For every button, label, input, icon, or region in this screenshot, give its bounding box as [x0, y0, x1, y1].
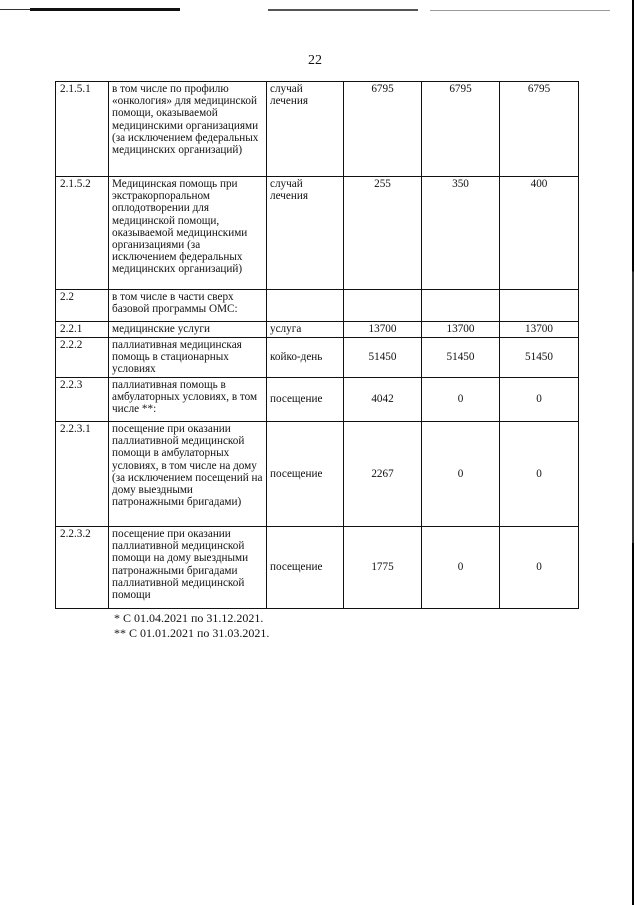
row-value-1: 6795 [344, 82, 422, 177]
row-code: 2.2.1 [56, 322, 109, 338]
footnote-1: * С 01.04.2021 по 31.12.2021. [114, 611, 264, 625]
row-value-3: 0 [500, 527, 579, 609]
row-name: в том числе в части сверх базовой программы ОМС: [109, 290, 267, 322]
row-value-3: 0 [500, 378, 579, 422]
row-value-1: 13700 [344, 322, 422, 338]
row-unit: случай лечения [267, 82, 344, 177]
scan-artifact [0, 8, 640, 13]
row-value-3: 13700 [500, 322, 579, 338]
row-code: 2.2.3.1 [56, 422, 109, 527]
row-unit: услуга [267, 322, 344, 338]
row-value-2: 350 [422, 177, 500, 290]
footnotes [114, 611, 269, 641]
table-row [56, 338, 579, 378]
data-table [55, 81, 579, 609]
row-code: 2.1.5.2 [56, 177, 109, 290]
row-value-2: 0 [422, 378, 500, 422]
row-unit: койко-день [267, 338, 344, 378]
table-row [56, 82, 579, 177]
row-value-3: 6795 [500, 82, 579, 177]
row-name: паллиативная помощь в амбулаторных условиях, в том числе **: [109, 378, 267, 422]
row-name: посещение при оказании паллиативной медицинской помощи на дому выездными патронажными бригадами паллиативной медицинской помощи [109, 527, 267, 609]
table-row [56, 290, 579, 322]
row-value-2 [422, 290, 500, 322]
row-name: паллиативная медицинская помощь в стационарных условиях [109, 338, 267, 378]
row-value-3: 51450 [500, 338, 579, 378]
table-row [56, 527, 579, 609]
row-value-2: 6795 [422, 82, 500, 177]
row-value-3: 0 [500, 422, 579, 527]
row-unit: посещение [267, 422, 344, 527]
row-unit: посещение [267, 378, 344, 422]
row-value-1: 255 [344, 177, 422, 290]
row-code: 2.2.3 [56, 378, 109, 422]
row-code: 2.2.3.2 [56, 527, 109, 609]
row-code: 2.2.2 [56, 338, 109, 378]
row-unit: посещение [267, 527, 344, 609]
row-value-1: 2267 [344, 422, 422, 527]
row-value-1: 51450 [344, 338, 422, 378]
row-unit [267, 290, 344, 322]
row-value-1: 4042 [344, 378, 422, 422]
table-row [56, 177, 579, 290]
table-row [56, 378, 579, 422]
row-unit: случай лечения [267, 177, 344, 290]
row-name: посещение при оказании паллиативной медицинской помощи в амбулаторных условиях, в том числе на дому (за исключением посещений на дому выездными патронажными бригадами) [109, 422, 267, 527]
row-value-2: 0 [422, 527, 500, 609]
row-value-2: 51450 [422, 338, 500, 378]
row-value-3: 400 [500, 177, 579, 290]
footnote-2: ** С 01.01.2021 по 31.03.2021. [114, 626, 270, 640]
table-row [56, 322, 579, 338]
row-name: в том числе по профилю «онкология» для медицинской помощи, оказываемой медицинскими организациями (за исключением федеральных медицинских организаций) [109, 82, 267, 177]
table-row [56, 422, 579, 527]
scan-edge [632, 0, 634, 905]
row-value-1: 1775 [344, 527, 422, 609]
row-code: 2.1.5.1 [56, 82, 109, 177]
row-name: Медицинская помощь при экстракорпоральном оплодотворении для медицинской помощи, оказываемой медицинскими организациями (за исключением федеральных медицинских организаций) [109, 177, 267, 290]
page-number: 22 [308, 53, 322, 68]
row-name: медицинские услуги [109, 322, 267, 338]
row-value-3 [500, 290, 579, 322]
row-code: 2.2 [56, 290, 109, 322]
row-value-1 [344, 290, 422, 322]
row-value-2: 0 [422, 422, 500, 527]
row-value-2: 13700 [422, 322, 500, 338]
